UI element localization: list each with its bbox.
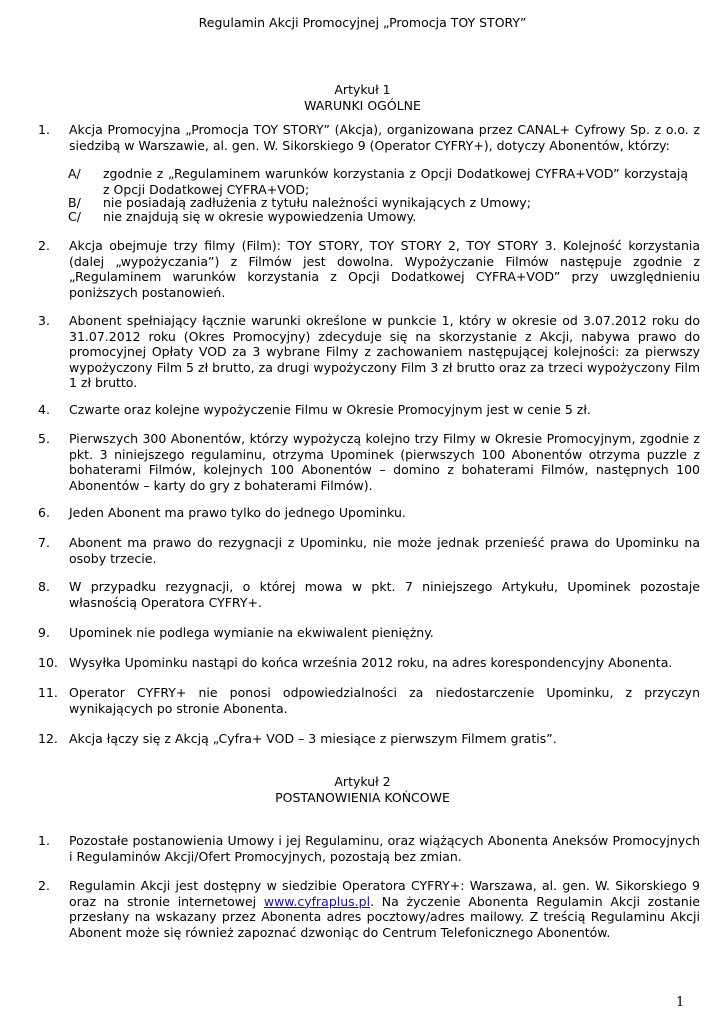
- item-text: [69, 878, 700, 940]
- item-text: Upominek nie podlega wymianie na ekwiwalent pieniężny.: [69, 625, 434, 640]
- article-1-item-11: [38, 685, 700, 716]
- document-title: Regulamin Akcji Promocyjnej „Promocja TOY STORY”: [198, 15, 527, 30]
- item-text-after-link: . Na życzenie Abonenta Regulamin Akcji zostanie przesłany na wskazany przez Abonenta adres pocztowy/adres mailowy. Z treścią Regulaminu Akcji Abonent może się również zapoznać dzwoniąc do Centrum Telefonicznego Abonentów.: [69, 893, 700, 940]
- item-number: 10.: [38, 655, 58, 670]
- article-1-subitem-c: [68, 209, 688, 225]
- item-text: Czwarte oraz kolejne wypożyczenie Filmu w Okresie Promocyjnym jest w cenie 5 zł.: [69, 402, 591, 417]
- item-number: 5.: [38, 431, 50, 446]
- item-number: 6.: [38, 505, 50, 520]
- item-number: 7.: [38, 535, 50, 550]
- item-text: Akcja łączy się z Akcją „Cyfra+ VOD – 3 miesiące z pierwszym Filmem gratis”.: [69, 731, 557, 746]
- page-number: 1: [676, 995, 685, 1010]
- article-1-title: WARUNKI OGÓLNE: [304, 98, 421, 113]
- item-number: 4.: [38, 402, 50, 417]
- subitem-text: nie znajdują się w okresie wypowiedzenia Umowy.: [103, 209, 417, 224]
- subitem-label: B/: [68, 195, 81, 210]
- article-2-item-1: [38, 833, 700, 864]
- article-1-item-12: [38, 731, 700, 747]
- item-text: Abonent ma prawo do rezygnacji z Upominku, nie może jednak przenieść prawa do Upominku na osoby trzecie.: [69, 535, 700, 566]
- article-1-item-4: [38, 402, 700, 418]
- article-2-item-2: [38, 878, 700, 940]
- item-number: 1.: [38, 122, 50, 137]
- article-1-item-2: [38, 238, 700, 300]
- subitem-label: A/: [68, 166, 81, 181]
- item-number: 2.: [38, 878, 50, 893]
- subitem-label: C/: [68, 209, 81, 224]
- item-number: 8.: [38, 579, 50, 594]
- item-number: 3.: [38, 313, 50, 328]
- item-text: Abonent spełniający łącznie warunki określone w punkcie 1, który w okresie od 3.07.2012 roku do 31.07.2012 roku (Okres Promocyjny) zdecyduje się na skorzystanie z Akcji, nabywa prawo do promocyjnej Opłaty VOD za 3 wybrane Filmy z zachowaniem następującej kolejności: za pierwszy wypożyczony Film 5 zł brutto, za drugi wypożyczony Film 3 zł brutto oraz za trzeci wypożyczony Film 1 zł brutto.: [69, 313, 700, 390]
- website-link[interactable]: www.cyfraplus.pl: [263, 893, 371, 909]
- item-text: Wysyłka Upominku nastąpi do końca września 2012 roku, na adres korespondencyjny Abonenta.: [69, 655, 673, 670]
- article-1-item-10: [38, 655, 700, 671]
- item-text: Operator CYFRY+ nie ponosi odpowiedzialności za niedostarczenie Upominku, z przyczyn wynikających po stronie Abonenta.: [69, 685, 700, 716]
- subitem-text: nie posiadają zadłużenia z tytułu należności wynikających z Umowy;: [103, 195, 531, 210]
- item-number: 1.: [38, 833, 50, 848]
- item-text: W przypadku rezygnacji, o której mowa w pkt. 7 niniejszego Artykułu, Upominek pozostaje własnością Operatora CYFRY+.: [69, 579, 700, 610]
- item-number: 12.: [38, 731, 58, 746]
- article-1-item-8: [38, 579, 700, 610]
- item-text: Akcja obejmuje trzy filmy (Film): TOY STORY, TOY STORY 2, TOY STORY 3. Kolejność korzystania (dalej „wypożyczania”) z Filmów jest dowolna. Wypożyczanie Filmów następuje zgodnie z „Regulaminem warunków korzystania z Opcji Dodatkowej CYFRA+VOD” przy uwzględnieniu poniższych postanowień.: [69, 238, 700, 300]
- article-1-item-7: [38, 535, 700, 566]
- item-text: Pozostałe postanowienia Umowy i jej Regulaminu, oraz wiążących Abonenta Aneksów Promocyjnych i Regulaminów Akcji/Ofert Promocyjnych, pozostają bez zmian.: [69, 833, 700, 864]
- item-text-before-link: Regulamin Akcji jest dostępny w siedzibie Operatora CYFRY+: Warszawa, al. gen. W. Sikorskiego 9 oraz na stronie internetowej: [69, 878, 700, 909]
- item-number: 11.: [38, 685, 58, 700]
- article-1-number: Artykuł 1: [334, 82, 391, 97]
- article-1-item-6: [38, 505, 700, 521]
- item-text: Pierwszych 300 Abonentów, którzy wypożyczą kolejno trzy Filmy w Okresie Promocyjnym, zgodnie z pkt. 3 niniejszego regulaminu, otrzyma Upominek (pierwszych 100 Abonentów otrzyma puzzle z bohaterami Filmów, kolejnych 100 Abonentów – domino z bohaterami Filmów, następnych 100 Abonentów – karty do gry z bohaterami Filmów).: [69, 431, 700, 493]
- article-1-item-1: [38, 122, 700, 153]
- article-1-item-9: [38, 625, 700, 641]
- item-text: Jeden Abonent ma prawo tylko do jednego Upominku.: [69, 505, 406, 520]
- article-2-number: Artykuł 2: [334, 774, 391, 789]
- article-1-item-3: [38, 313, 700, 391]
- item-text: Akcja Promocyjna „Promocja TOY STORY” (Akcja), organizowana przez CANAL+ Cyfrowy Sp. z o.o. z siedzibą w Warszawie, al. gen. W. Sikorskiego 9 (Operator CYFRY+), dotyczy Abonentów, którzy:: [69, 122, 700, 153]
- article-1-item-5: [38, 431, 700, 493]
- article-1-subitem-a: [68, 166, 688, 197]
- item-number: 9.: [38, 625, 50, 640]
- article-2-title: POSTANOWIENIA KOŃCOWE: [275, 790, 450, 805]
- item-number: 2.: [38, 238, 50, 253]
- subitem-text: zgodnie z „Regulaminem warunków korzystania z Opcji Dodatkowej CYFRA+VOD” korzystają z Opcji Dodatkowej CYFRA+VOD;: [103, 166, 688, 197]
